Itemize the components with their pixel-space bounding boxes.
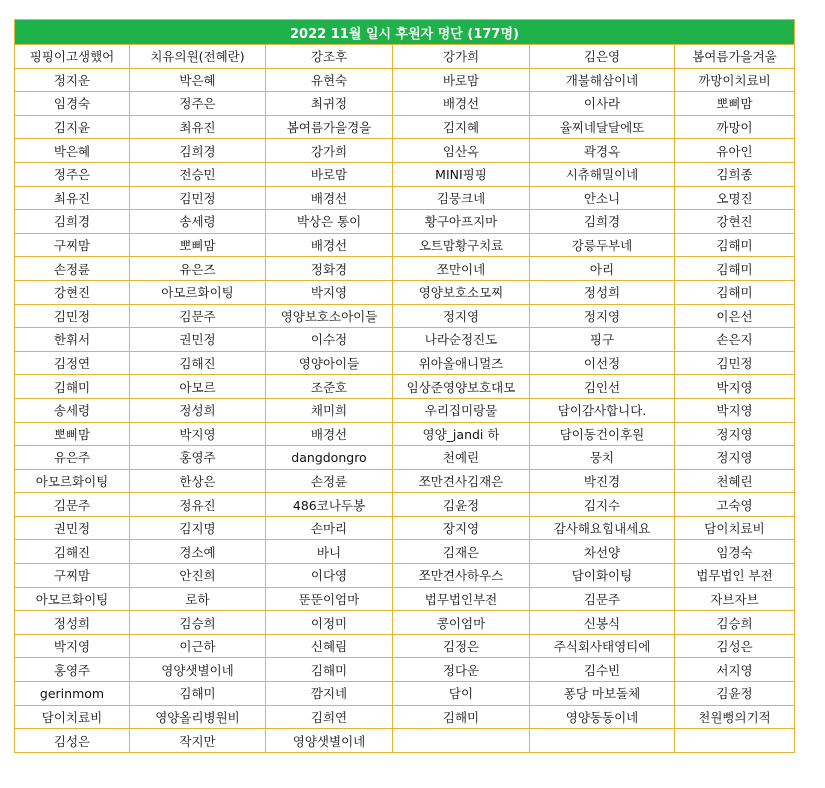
table-row: [15, 115, 795, 139]
donor-cell: 구찌맘: [15, 233, 130, 257]
donor-cell: 핑구: [530, 328, 675, 352]
donor-cell: 김해미: [266, 658, 393, 682]
donor-cell: 강현진: [15, 280, 130, 304]
donor-cell: 박지영: [15, 634, 130, 658]
donor-table: [14, 19, 795, 753]
donor-cell: 위아올애니멀즈: [393, 351, 530, 375]
donor-cell: 전승민: [130, 162, 266, 186]
donor-cell: 김성은: [675, 634, 795, 658]
donor-cell: 영양동동이네: [530, 705, 675, 729]
donor-cell: [530, 729, 675, 753]
table-row: [15, 398, 795, 422]
table-row: [15, 540, 795, 564]
donor-cell: 임상준영양보호대모: [393, 375, 530, 399]
table-row: [15, 328, 795, 352]
donor-cell: 김승희: [130, 611, 266, 635]
donor-cell: 콩이엄마: [393, 611, 530, 635]
table-row: [15, 92, 795, 116]
donor-cell: 박은혜: [15, 139, 130, 163]
donor-cell: 유은주: [15, 446, 130, 470]
donor-cell: 김희경: [130, 139, 266, 163]
donor-cell: 박은혜: [130, 68, 266, 92]
donor-cell: 신봉식: [530, 611, 675, 635]
table-row: [15, 304, 795, 328]
donor-cell: 486코나두봉: [266, 493, 393, 517]
donor-cell: 조준호: [266, 375, 393, 399]
donor-cell: 송세령: [130, 210, 266, 234]
table-row: [15, 469, 795, 493]
donor-cell: 우리집미랑물: [393, 398, 530, 422]
donor-cell: 경소예: [130, 540, 266, 564]
donor-cell: 영양보호소모찌: [393, 280, 530, 304]
donor-cell: 박상은 통이: [266, 210, 393, 234]
donor-cell: 최유진: [130, 115, 266, 139]
donor-cell: 김성은: [15, 729, 130, 753]
table-row: [15, 162, 795, 186]
table-row: [15, 516, 795, 540]
donor-cell: 김해미: [393, 705, 530, 729]
donor-cell: 율찌네달달에또: [530, 115, 675, 139]
donor-cell: 신혜림: [266, 634, 393, 658]
table-row: [15, 634, 795, 658]
donor-cell: 정지영: [675, 446, 795, 470]
table-row: [15, 422, 795, 446]
donor-cell: 정지운: [15, 68, 130, 92]
donor-cell: 이다영: [266, 564, 393, 588]
donor-cell: 정주은: [130, 92, 266, 116]
donor-cell: 영양샛별이네: [130, 658, 266, 682]
donor-cell: 김정은: [393, 634, 530, 658]
donor-cell: 오트맘황구치료: [393, 233, 530, 257]
donor-cell: 김민정: [675, 351, 795, 375]
donor-cell: 나라순정진도: [393, 328, 530, 352]
donor-cell: 박지영: [675, 375, 795, 399]
table-row: [15, 658, 795, 682]
donor-cell: 쪼만견사하우스: [393, 564, 530, 588]
donor-cell: 김해미: [675, 257, 795, 281]
donor-cell: 손정륜: [266, 469, 393, 493]
donor-cell: 손마리: [266, 516, 393, 540]
donor-cell: 아리: [530, 257, 675, 281]
donor-cell: 김수빈: [530, 658, 675, 682]
donor-cell: 김희경: [530, 210, 675, 234]
donor-cell: 김해진: [15, 540, 130, 564]
donor-cell: 천예린: [393, 446, 530, 470]
donor-cell: 김지명: [130, 516, 266, 540]
donor-cell: 곽경옥: [530, 139, 675, 163]
donor-cell: 김지윤: [15, 115, 130, 139]
donor-cell: 뽀삐맘: [675, 92, 795, 116]
table-row: [15, 351, 795, 375]
donor-cell: 김희연: [266, 705, 393, 729]
donor-cell: 정다운: [393, 658, 530, 682]
donor-cell: 천원뻥의기적: [675, 705, 795, 729]
donor-cell: 오명진: [675, 186, 795, 210]
table-row: [15, 587, 795, 611]
donor-cell: 황구아프지마: [393, 210, 530, 234]
donor-cell: 담이치료비: [15, 705, 130, 729]
donor-cell: 최귀정: [266, 92, 393, 116]
donor-cell: 아모르화이팅: [15, 587, 130, 611]
donor-cell: 정지영: [675, 422, 795, 446]
donor-cell: 김은영: [530, 45, 675, 69]
donor-cell: 김정연: [15, 351, 130, 375]
donor-cell: 강릉두부네: [530, 233, 675, 257]
donor-cell: 김민정: [15, 304, 130, 328]
donor-cell: 이수정: [266, 328, 393, 352]
donor-cell: 핑핑이고생했어: [15, 45, 130, 69]
donor-cell: 김지수: [530, 493, 675, 517]
donor-cell: 권민정: [130, 328, 266, 352]
table-body: [15, 45, 795, 753]
donor-cell: 강가희: [393, 45, 530, 69]
table-row: [15, 564, 795, 588]
table-row: [15, 186, 795, 210]
table-row: [15, 210, 795, 234]
donor-cell: 담이치료비: [675, 516, 795, 540]
donor-cell: 임경숙: [675, 540, 795, 564]
table-row: [15, 45, 795, 69]
donor-cell: [393, 729, 530, 753]
donor-cell: 김문주: [15, 493, 130, 517]
donor-cell: 이선정: [530, 351, 675, 375]
table-row: [15, 611, 795, 635]
donor-cell: 바로맘: [266, 162, 393, 186]
donor-cell: 유은즈: [130, 257, 266, 281]
donor-cell: 김지혜: [393, 115, 530, 139]
donor-cell: 정성희: [130, 398, 266, 422]
donor-cell: 까망이: [675, 115, 795, 139]
donor-cell: 정화경: [266, 257, 393, 281]
donor-cell: 아모르화이팅: [15, 469, 130, 493]
donor-cell: 김문주: [530, 587, 675, 611]
donor-cell: 바로맘: [393, 68, 530, 92]
table-row: [15, 68, 795, 92]
table-row: [15, 139, 795, 163]
donor-cell: 쪼만이네: [393, 257, 530, 281]
donor-cell: 홍영주: [130, 446, 266, 470]
donor-cell: 아모르화이팅: [130, 280, 266, 304]
donor-cell: 쪼만견사김재은: [393, 469, 530, 493]
donor-cell: 박지영: [130, 422, 266, 446]
donor-cell: 바니: [266, 540, 393, 564]
donor-cell: 강현진: [675, 210, 795, 234]
donor-cell: 뽀삐맘: [15, 422, 130, 446]
donor-cell: 권민정: [15, 516, 130, 540]
table-row: [15, 705, 795, 729]
donor-cell: 이근하: [130, 634, 266, 658]
table-row: [15, 375, 795, 399]
donor-cell: 정유진: [130, 493, 266, 517]
donor-cell: 박진경: [530, 469, 675, 493]
donor-cell: 배경선: [266, 422, 393, 446]
donor-cell: 까망이치료비: [675, 68, 795, 92]
donor-cell: 아모르: [130, 375, 266, 399]
table-row: [15, 446, 795, 470]
donor-cell: 유현숙: [266, 68, 393, 92]
donor-cell: 김뭉크네: [393, 186, 530, 210]
donor-cell: 김희경: [15, 210, 130, 234]
donor-cell: 천혜린: [675, 469, 795, 493]
donor-cell: 정지영: [393, 304, 530, 328]
donor-cell: 담이동건이후원: [530, 422, 675, 446]
donor-cell: 김희종: [675, 162, 795, 186]
table-row: [15, 682, 795, 706]
donor-cell: 손정륜: [15, 257, 130, 281]
donor-cell: 김해진: [130, 351, 266, 375]
donor-cell: 시츄해밀이네: [530, 162, 675, 186]
table-row: [15, 280, 795, 304]
donor-cell: 김인선: [530, 375, 675, 399]
donor-cell: 박지영: [675, 398, 795, 422]
donor-cell: 담이화이팅: [530, 564, 675, 588]
donor-cell: 고숙영: [675, 493, 795, 517]
donor-cell: 정성희: [15, 611, 130, 635]
donor-cell: 김승희: [675, 611, 795, 635]
donor-cell: 법무법인부전: [393, 587, 530, 611]
donor-cell: 김문주: [130, 304, 266, 328]
donor-cell: dangdongro: [266, 446, 393, 470]
donor-cell: 작지만: [130, 729, 266, 753]
donor-cell: 김민정: [130, 186, 266, 210]
donor-cell: MINI핑핑: [393, 162, 530, 186]
donor-cell: gerinmom: [15, 682, 130, 706]
donor-cell: 임경숙: [15, 92, 130, 116]
donor-cell: 홍영주: [15, 658, 130, 682]
donor-cell: 김재은: [393, 540, 530, 564]
donor-cell: 차선양: [530, 540, 675, 564]
donor-cell: 김해미: [15, 375, 130, 399]
donor-cell: 담이감사합니다.: [530, 398, 675, 422]
donor-cell: 배경선: [393, 92, 530, 116]
donor-cell: 강가희: [266, 139, 393, 163]
donor-cell: [675, 729, 795, 753]
donor-cell: 서지영: [675, 658, 795, 682]
donor-cell: 배경선: [266, 233, 393, 257]
donor-cell: 채미희: [266, 398, 393, 422]
donor-cell: 한상은: [130, 469, 266, 493]
donor-cell: 법무법인 부전: [675, 564, 795, 588]
donor-cell: 구찌맘: [15, 564, 130, 588]
donor-cell: 영양보호소아이들: [266, 304, 393, 328]
donor-cell: 영양아이들: [266, 351, 393, 375]
donor-cell: 치유의원(전혜란): [130, 45, 266, 69]
donor-cell: 김해미: [675, 280, 795, 304]
donor-cell: 담이: [393, 682, 530, 706]
donor-cell: 안소니: [530, 186, 675, 210]
donor-cell: 영양올리병원비: [130, 705, 266, 729]
donor-cell: 자브자브: [675, 587, 795, 611]
donor-cell: 영양_jandi 하: [393, 422, 530, 446]
donor-cell: 봄여름가을경을: [266, 115, 393, 139]
donor-cell: 정지영: [530, 304, 675, 328]
donor-cell: 한휘서: [15, 328, 130, 352]
donor-cell: 최유진: [15, 186, 130, 210]
donor-cell: 이사라: [530, 92, 675, 116]
donor-cell: 손은지: [675, 328, 795, 352]
donor-list: [14, 19, 795, 753]
donor-cell: 정주은: [15, 162, 130, 186]
donor-cell: 박지영: [266, 280, 393, 304]
table-row: [15, 729, 795, 753]
table-row: [15, 257, 795, 281]
donor-cell: 안진희: [130, 564, 266, 588]
donor-cell: 깜지네: [266, 682, 393, 706]
donor-cell: 개불해삼이네: [530, 68, 675, 92]
table-row: [15, 493, 795, 517]
donor-cell: 정성희: [530, 280, 675, 304]
donor-cell: 강조후: [266, 45, 393, 69]
donor-cell: 뚠뚠이엄마: [266, 587, 393, 611]
donor-cell: 장지영: [393, 516, 530, 540]
donor-cell: 유아인: [675, 139, 795, 163]
donor-cell: 감사해요힘내세요: [530, 516, 675, 540]
table-title: 2022 11월 일시 후원자 명단 (177명): [15, 20, 795, 45]
donor-cell: 배경선: [266, 186, 393, 210]
donor-cell: 퐁당 마보돌체: [530, 682, 675, 706]
donor-cell: 뽀삐맘: [130, 233, 266, 257]
table-row: [15, 233, 795, 257]
donor-cell: 김윤정: [675, 682, 795, 706]
donor-cell: 김해미: [675, 233, 795, 257]
donor-cell: 뭉치: [530, 446, 675, 470]
donor-cell: 김해미: [130, 682, 266, 706]
donor-cell: 로하: [130, 587, 266, 611]
donor-cell: 주식회사태영티에: [530, 634, 675, 658]
donor-cell: 봄여름가을겨울: [675, 45, 795, 69]
donor-cell: 임산옥: [393, 139, 530, 163]
donor-cell: 영양샛별이네: [266, 729, 393, 753]
donor-cell: 이은선: [675, 304, 795, 328]
donor-cell: 김윤정: [393, 493, 530, 517]
donor-cell: 이정미: [266, 611, 393, 635]
donor-cell: 송세령: [15, 398, 130, 422]
